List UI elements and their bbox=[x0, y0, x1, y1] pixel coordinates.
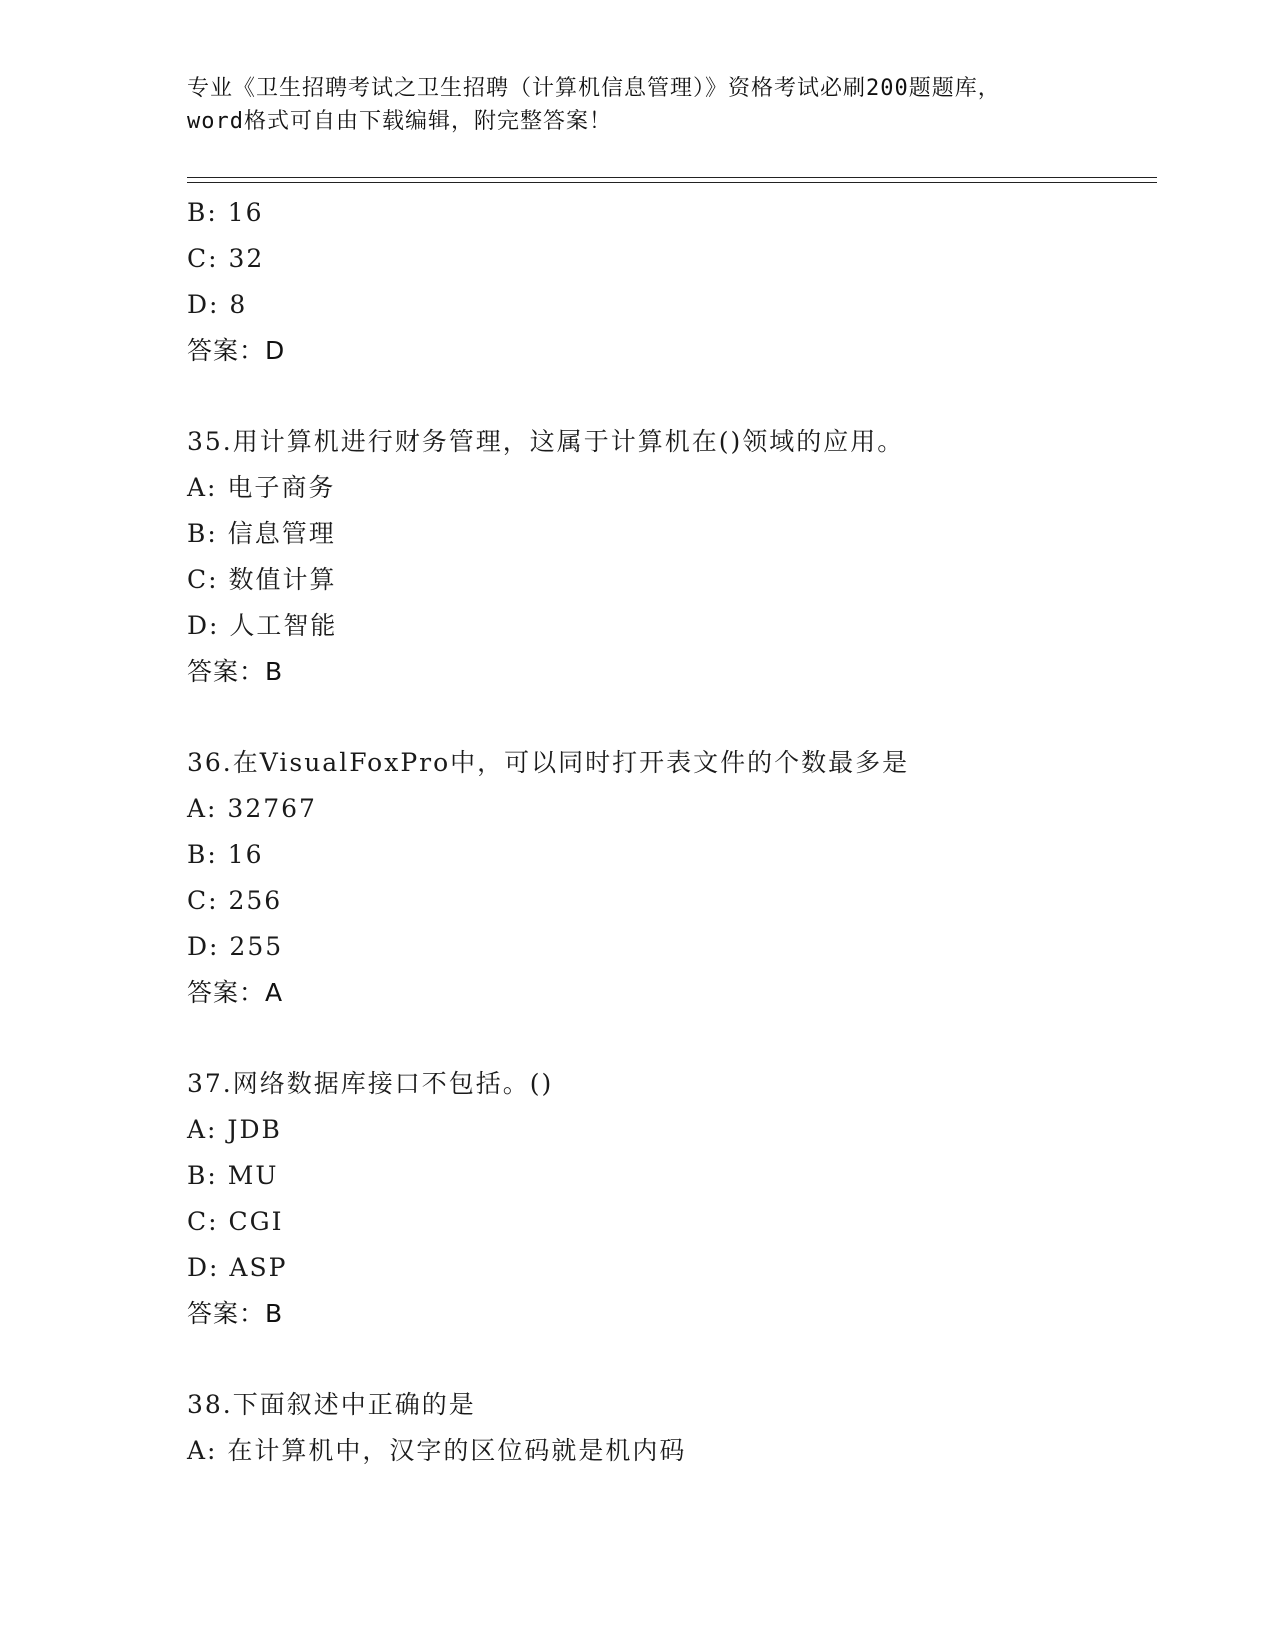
option-d: D: 8 bbox=[187, 290, 248, 319]
option-b: B: MU bbox=[187, 1161, 279, 1190]
option-c: C: 32 bbox=[187, 244, 265, 273]
option-c: C: 256 bbox=[187, 886, 283, 915]
question-list bbox=[187, 190, 1147, 1474]
option-d: D: 255 bbox=[187, 932, 284, 961]
header-title-line-2: word格式可自由下载编辑，附完整答案！ bbox=[187, 109, 612, 134]
question-block-36 bbox=[187, 740, 1147, 1016]
option-b: B: 16 bbox=[187, 198, 264, 227]
option-a: A: 在计算机中，汉字的区位码就是机内码 bbox=[187, 1436, 687, 1465]
answer-line: 答案：B bbox=[187, 1299, 284, 1328]
question-block-38 bbox=[187, 1382, 1147, 1474]
option-a: A: 32767 bbox=[187, 794, 317, 823]
question-text: 35.用计算机进行财务管理，这属于计算机在()领域的应用。 bbox=[187, 427, 905, 456]
spacer bbox=[187, 695, 1147, 740]
header-divider-top bbox=[187, 177, 1157, 178]
question-block-34-continued bbox=[187, 190, 1147, 374]
option-c: C: 数值计算 bbox=[187, 565, 337, 594]
option-b: B: 信息管理 bbox=[187, 519, 336, 548]
answer-line: 答案：B bbox=[187, 657, 284, 686]
option-a: A: JDB bbox=[187, 1115, 282, 1144]
question-text: 38.下面叙述中正确的是 bbox=[187, 1390, 476, 1419]
header-title-line-1: 专业《卫生招聘考试之卫生招聘（计算机信息管理）》资格考试必刷200题题库， bbox=[187, 76, 1001, 101]
question-text: 37.网络数据库接口不包括。() bbox=[187, 1069, 554, 1098]
option-d: D: ASP bbox=[187, 1253, 288, 1282]
question-block-35 bbox=[187, 419, 1147, 695]
spacer bbox=[187, 1016, 1147, 1061]
spacer bbox=[187, 374, 1147, 419]
option-d: D: 人工智能 bbox=[187, 611, 338, 640]
option-a: A: 电子商务 bbox=[187, 473, 336, 502]
option-c: C: CGI bbox=[187, 1207, 284, 1236]
question-text: 36.在VisualFoxPro中，可以同时打开表文件的个数最多是 bbox=[187, 748, 910, 777]
spacer bbox=[187, 1337, 1147, 1382]
header-divider-bottom bbox=[187, 182, 1157, 183]
answer-line: 答案：D bbox=[187, 336, 286, 365]
question-block-37 bbox=[187, 1061, 1147, 1337]
document-header bbox=[187, 72, 1087, 138]
option-b: B: 16 bbox=[187, 840, 264, 869]
answer-line: 答案：A bbox=[187, 978, 284, 1007]
